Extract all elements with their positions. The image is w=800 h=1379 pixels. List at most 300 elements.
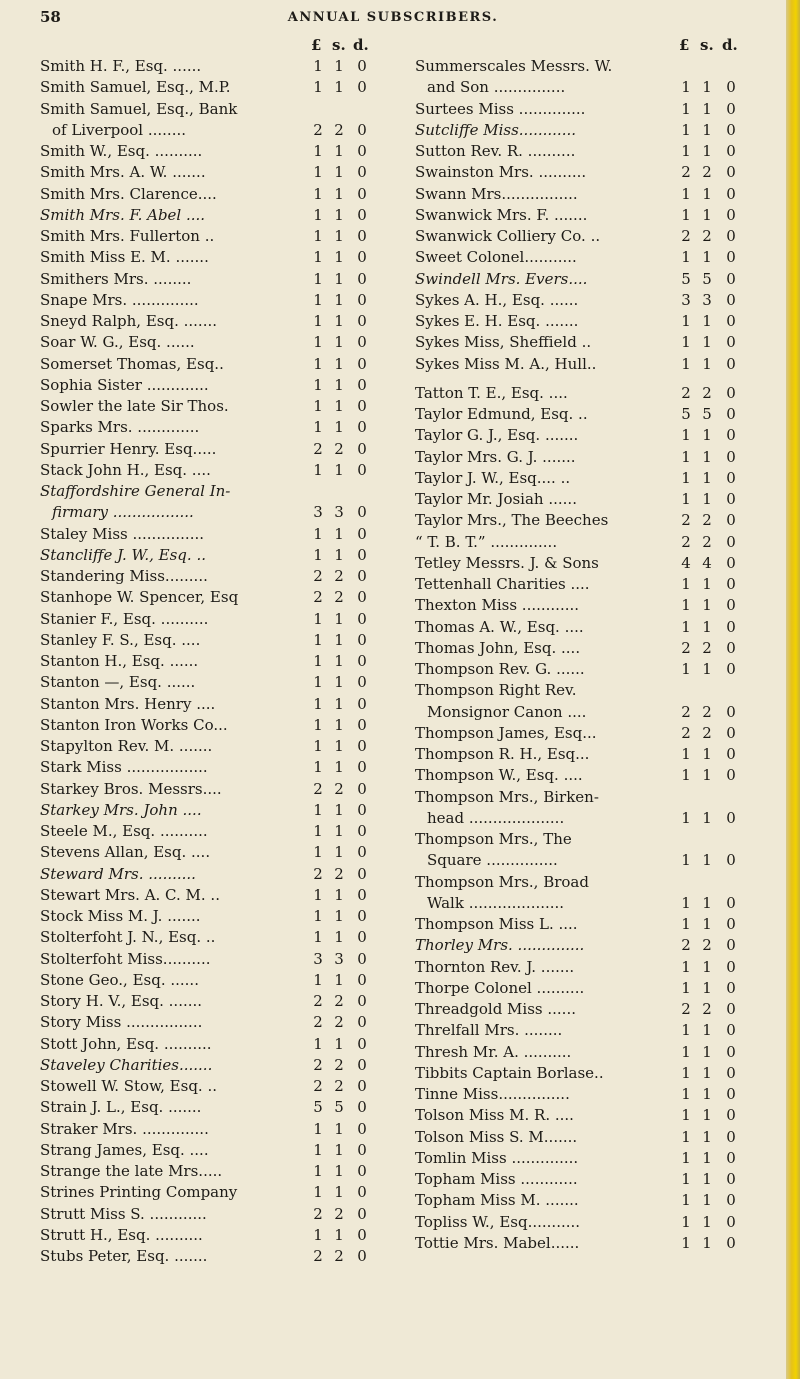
amount-pence: 0 — [726, 354, 736, 373]
amount-pence: 0 — [726, 1127, 736, 1146]
amount-pounds: 1 — [681, 766, 691, 785]
amount-shillings: 1 — [702, 915, 712, 933]
subscriber-entry — [40, 290, 405, 311]
subscriber-name: Stubs Peter, Esq. ....... — [40, 1247, 208, 1265]
subscriber-name: Tolson Miss M. R. .... — [415, 1106, 574, 1125]
amount-pounds: 1 — [681, 915, 691, 933]
subscriber-name: Taylor Mrs., The Beeches — [415, 511, 609, 530]
amount-pence: 0 — [357, 460, 367, 479]
subscriber-entry — [40, 736, 405, 757]
right-entry-list — [415, 56, 760, 1254]
subscriber-name: Smith W., Esq. .......... — [40, 142, 203, 160]
amount-pounds: 1 — [313, 822, 323, 840]
amount-pence: 0 — [357, 397, 367, 415]
subscriber-name: Summerscales Messrs. W. — [415, 57, 613, 75]
amount-shillings: 2 — [702, 383, 712, 402]
amount-pence: 0 — [726, 553, 736, 572]
subscriber-entry — [40, 651, 405, 672]
subscriber-name: Stanton —, Esq. ...... — [40, 673, 196, 692]
subscriber-entry — [415, 680, 760, 701]
amount-pounds: 1 — [681, 957, 691, 976]
subscriber-name: Thompson Mrs., Birken- — [415, 787, 599, 806]
amount-pounds: 1 — [681, 468, 691, 487]
amount-pence: 0 — [726, 893, 736, 912]
amount-pounds: 2 — [313, 588, 323, 607]
subscriber-entry — [415, 957, 760, 978]
amount-pounds: 1 — [313, 843, 323, 862]
amount-pounds: 1 — [313, 205, 323, 224]
amount-pence: 0 — [357, 928, 367, 947]
amount-pounds: 1 — [313, 163, 323, 182]
amount-shillings: 2 — [334, 864, 344, 883]
subscriber-entry — [415, 553, 760, 574]
amount-pounds: 3 — [681, 290, 691, 309]
subscriber-entry — [40, 1076, 405, 1097]
subscriber-entry — [415, 1105, 760, 1126]
amount-shillings: 1 — [334, 248, 344, 267]
subscriber-entry — [415, 162, 760, 183]
subscriber-entry — [415, 425, 760, 446]
subscriber-entry — [415, 702, 760, 723]
amount-pounds: 5 — [681, 269, 691, 288]
amount-pounds: 1 — [681, 1148, 691, 1167]
amount-pounds: 1 — [313, 1034, 323, 1053]
subscriber-entry — [415, 1190, 760, 1211]
subscriber-name: Soar W. G., Esq. ...... — [40, 333, 195, 352]
amount-pence: 0 — [726, 915, 736, 933]
amount-pounds: 1 — [681, 78, 691, 97]
amount-pence: 0 — [357, 1183, 367, 1202]
subscriber-name: Sutton Rev. R. .......... — [415, 142, 576, 160]
amount-shillings: 3 — [334, 503, 344, 522]
amount-pounds: 1 — [681, 1127, 691, 1146]
amount-shillings: 1 — [702, 893, 712, 912]
amount-shillings: 1 — [334, 269, 344, 288]
amount-shillings: 1 — [702, 1148, 712, 1167]
amount-shillings: 2 — [334, 992, 344, 1010]
subscriber-entry — [40, 502, 405, 523]
amount-pence: 0 — [726, 1000, 736, 1018]
subscriber-entry — [415, 1127, 760, 1148]
subscriber-entry — [40, 694, 405, 715]
subscriber-entry — [40, 757, 405, 778]
subscriber-name: Stanton Mrs. Henry .... — [40, 694, 216, 713]
subscriber-entry — [40, 1161, 405, 1182]
subscriber-entry — [415, 914, 760, 935]
amount-shillings: 1 — [702, 490, 712, 508]
subscriber-name: Tibbits Captain Borlase.. — [415, 1063, 604, 1082]
subscriber-name: Thompson Rev. G. ...... — [415, 660, 585, 678]
amount-pounds: 1 — [681, 808, 691, 827]
amount-pounds: 1 — [313, 397, 323, 415]
amount-shillings: 1 — [334, 354, 344, 373]
amount-pounds: 2 — [313, 992, 323, 1010]
subscriber-name: Thompson Miss L. .... — [415, 915, 578, 933]
amount-pounds: 1 — [681, 248, 691, 267]
subscriber-name: Strutt Miss S. ............ — [40, 1204, 207, 1223]
subscriber-name: of Liverpool ........ — [52, 120, 187, 139]
subscriber-entry — [40, 609, 405, 630]
amount-shillings: 1 — [702, 426, 712, 445]
amount-pounds: 1 — [313, 333, 323, 352]
subscriber-name: Square ............... — [427, 851, 558, 870]
subscriber-entry — [415, 999, 760, 1020]
amount-shillings: 1 — [702, 1085, 712, 1103]
subscriber-name: Stock Miss M. J. ....... — [40, 907, 201, 925]
running-head: ANNUAL SUBSCRIBERS. — [287, 10, 499, 25]
subscriber-name: Surtees Miss .............. — [415, 99, 586, 118]
amount-pounds: 1 — [681, 447, 691, 466]
amount-pence: 0 — [726, 142, 736, 160]
amount-pounds: 1 — [681, 1021, 691, 1040]
subscriber-entry — [415, 56, 760, 77]
amount-pence: 0 — [357, 142, 367, 160]
amount-pence: 0 — [726, 575, 736, 593]
subscriber-name: Story Miss ................ — [40, 1013, 203, 1032]
amount-pounds: 1 — [681, 1063, 691, 1082]
subscriber-entry — [40, 269, 405, 290]
subscriber-entry — [415, 404, 760, 425]
amount-shillings: 1 — [702, 142, 712, 160]
subscriber-entry — [40, 715, 405, 736]
subscriber-entry — [40, 885, 405, 906]
subscriber-entry — [40, 332, 405, 353]
amount-shillings: 2 — [702, 227, 712, 245]
subscriber-name: Thomas John, Esq. .... — [415, 638, 581, 657]
subscriber-entry — [415, 120, 760, 141]
amount-shillings: 1 — [334, 758, 344, 777]
subscriber-name: Tetley Messrs. J. & Sons — [415, 553, 599, 572]
amount-pounds: 1 — [681, 120, 691, 139]
amount-shillings: 2 — [334, 1077, 344, 1095]
pence-head: d. — [353, 36, 369, 54]
amount-pence: 0 — [357, 1098, 367, 1117]
amount-pounds: 2 — [313, 1013, 323, 1032]
amount-shillings: 1 — [334, 822, 344, 840]
amount-shillings: 1 — [702, 312, 712, 330]
subscriber-entry — [415, 595, 760, 616]
subscriber-name: Sykes Miss M. A., Hull.. — [415, 354, 597, 373]
amount-pence: 0 — [357, 673, 367, 692]
amount-shillings: 1 — [334, 652, 344, 670]
amount-pence: 0 — [357, 333, 367, 352]
amount-pence: 0 — [357, 503, 367, 522]
amount-pence: 0 — [726, 1042, 736, 1061]
subscriber-name: Smith Mrs. Fullerton .. — [40, 227, 215, 245]
subscriber-name: Strutt H., Esq. .......... — [40, 1225, 203, 1244]
subscriber-name: Thompson James, Esq... — [415, 723, 597, 742]
subscriber-entry — [40, 800, 405, 821]
subscriber-entry — [40, 927, 405, 948]
subscriber-name: Taylor Mrs. G. J. ....... — [415, 447, 576, 466]
amount-shillings: 2 — [334, 588, 344, 607]
subscriber-entry — [40, 354, 405, 375]
subscriber-name: and Son ............... — [427, 78, 566, 97]
amount-pounds: 1 — [313, 545, 323, 564]
amount-shillings: 1 — [702, 248, 712, 267]
amount-pence: 0 — [357, 907, 367, 925]
amount-pence: 0 — [357, 248, 367, 267]
amount-pounds: 1 — [313, 970, 323, 989]
amount-pounds: 2 — [681, 383, 691, 402]
subscriber-entry — [40, 1140, 405, 1161]
amount-pounds: 2 — [313, 120, 323, 139]
amount-shillings: 1 — [334, 227, 344, 245]
amount-pence: 0 — [357, 630, 367, 649]
amount-shillings: 2 — [702, 638, 712, 657]
subscriber-entry — [415, 574, 760, 595]
amount-pounds: 1 — [313, 57, 323, 75]
subscriber-name: Steward Mrs. .......... — [40, 864, 196, 883]
amount-pounds: 2 — [681, 532, 691, 551]
amount-shillings: 1 — [334, 715, 344, 734]
amount-pence: 0 — [357, 120, 367, 139]
amount-shillings: 1 — [702, 745, 712, 763]
subscriber-entry — [415, 1042, 760, 1063]
amount-pence: 0 — [357, 1140, 367, 1159]
amount-pounds: 1 — [313, 248, 323, 267]
amount-shillings: 1 — [334, 737, 344, 755]
subscriber-entry — [415, 765, 760, 786]
amount-pence: 0 — [726, 78, 736, 97]
subscriber-entry — [40, 99, 405, 120]
subscriber-entry — [40, 906, 405, 927]
amount-pounds: 1 — [681, 354, 691, 373]
amount-shillings: 1 — [334, 800, 344, 819]
amount-pence: 0 — [357, 375, 367, 394]
subscriber-name: Smith Samuel, Esq., M.P. — [40, 78, 231, 97]
subscriber-name: Swanwick Colliery Co. .. — [415, 227, 601, 245]
subscriber-name: Tatton T. E., Esq. .... — [415, 383, 568, 402]
subscriber-name: Stanley F. S., Esq. .... — [40, 630, 201, 649]
subscriber-entry — [40, 821, 405, 842]
subscriber-name: Stone Geo., Esq. ...... — [40, 970, 199, 989]
amount-shillings: 1 — [702, 617, 712, 636]
subscriber-name: Tottie Mrs. Mabel...... — [415, 1233, 580, 1252]
amount-pounds: 2 — [313, 439, 323, 458]
amount-shillings: 2 — [702, 163, 712, 182]
subscriber-entry — [415, 1020, 760, 1041]
subscriber-name: Stanier F., Esq. .......... — [40, 609, 209, 628]
subscriber-name: Stott John, Esq. .......... — [40, 1034, 212, 1053]
subscriber-entry — [415, 829, 760, 850]
subscriber-entry — [415, 489, 760, 510]
amount-pence: 0 — [357, 205, 367, 224]
subscriber-name: Smith Miss E. M. ....... — [40, 248, 209, 267]
amount-pence: 0 — [357, 78, 367, 97]
amount-pounds: 1 — [313, 694, 323, 713]
subscriber-entry — [415, 1233, 760, 1254]
amount-shillings: 1 — [334, 928, 344, 947]
subscriber-entry — [40, 970, 405, 991]
subscriber-entry — [415, 77, 760, 98]
amount-pence: 0 — [357, 1204, 367, 1223]
amount-pounds: 1 — [313, 418, 323, 437]
subscriber-name: Thompson Mrs., Broad — [415, 872, 589, 891]
amount-pounds: 5 — [681, 405, 691, 423]
amount-shillings: 1 — [334, 1140, 344, 1159]
amount-shillings: 1 — [702, 1063, 712, 1082]
subscriber-entry — [415, 872, 760, 893]
subscriber-name: Stewart Mrs. A. C. M. .. — [40, 885, 220, 904]
amount-pence: 0 — [357, 970, 367, 989]
subscriber-entry — [415, 617, 760, 638]
subscriber-entry — [40, 864, 405, 885]
subscriber-entry — [40, 311, 405, 332]
left-entry-list — [40, 56, 405, 1267]
amount-pounds: 1 — [681, 1085, 691, 1103]
subscriber-entry — [40, 1225, 405, 1246]
amount-pounds: 1 — [681, 575, 691, 593]
amount-pounds: 2 — [313, 1055, 323, 1074]
amount-pence: 0 — [726, 490, 736, 508]
amount-shillings: 2 — [334, 1013, 344, 1032]
amount-pounds: 1 — [681, 745, 691, 763]
subscriber-entry — [40, 120, 405, 141]
subscriber-entry — [40, 949, 405, 970]
amount-shillings: 2 — [702, 723, 712, 742]
amount-shillings: 1 — [334, 1183, 344, 1202]
subscriber-entry — [415, 659, 760, 680]
amount-pence: 0 — [726, 617, 736, 636]
section-gap — [415, 375, 760, 383]
amount-shillings: 1 — [334, 78, 344, 97]
amount-shillings: 3 — [334, 949, 344, 968]
amount-shillings: 1 — [334, 163, 344, 182]
subscriber-entry — [415, 269, 760, 290]
amount-pounds: 1 — [313, 1162, 323, 1180]
subscriber-entry — [415, 468, 760, 489]
subscriber-entry — [40, 77, 405, 98]
amount-pounds: 1 — [681, 1042, 691, 1061]
subscriber-name: Thompson R. H., Esq... — [415, 745, 590, 763]
amount-pence: 0 — [357, 652, 367, 670]
amount-pounds: 1 — [313, 312, 323, 330]
amount-pence: 0 — [357, 1119, 367, 1138]
subscriber-name: Thornton Rev. J. ....... — [415, 957, 575, 976]
amount-pence: 0 — [726, 745, 736, 763]
amount-pounds: 1 — [681, 596, 691, 615]
amount-pence: 0 — [726, 426, 736, 445]
amount-shillings: 1 — [334, 312, 344, 330]
amount-pence: 0 — [726, 120, 736, 139]
amount-shillings: 2 — [334, 439, 344, 458]
amount-pence: 0 — [357, 1247, 367, 1265]
amount-shillings: 1 — [334, 907, 344, 925]
subscriber-entry — [415, 1084, 760, 1105]
amount-pence: 0 — [726, 333, 736, 352]
amount-pounds: 1 — [313, 290, 323, 309]
amount-pounds: 1 — [681, 333, 691, 352]
amount-pounds: 1 — [313, 673, 323, 692]
amount-pence: 0 — [357, 545, 367, 564]
subscriber-name: Stevens Allan, Esq. .... — [40, 843, 211, 862]
amount-shillings: 1 — [702, 468, 712, 487]
subscriber-entry — [415, 1148, 760, 1169]
amount-shillings: 2 — [334, 567, 344, 585]
amount-pounds: 1 — [313, 269, 323, 288]
amount-pence: 0 — [357, 992, 367, 1010]
subscriber-name: Stanton H., Esq. ...... — [40, 652, 199, 670]
subscriber-entry — [40, 226, 405, 247]
amount-pounds: 1 — [681, 978, 691, 997]
amount-shillings: 1 — [334, 1225, 344, 1244]
amount-pence: 0 — [357, 227, 367, 245]
subscriber-entry — [415, 978, 760, 999]
subscriber-name: Sykes A. H., Esq. ...... — [415, 290, 579, 309]
amount-pounds: 1 — [313, 227, 323, 245]
amount-pence: 0 — [357, 354, 367, 373]
amount-pence: 0 — [357, 800, 367, 819]
amount-pence: 0 — [726, 269, 736, 288]
subscriber-name: “ T. B. T.” .............. — [415, 532, 558, 551]
subscriber-name: Thresh Mr. A. .......... — [415, 1042, 572, 1061]
subscriber-entry — [415, 184, 760, 205]
subscriber-name: Snape Mrs. .............. — [40, 290, 199, 309]
pounds-head: £ — [311, 36, 322, 54]
subscriber-name: Sutcliffe Miss............ — [415, 120, 577, 139]
subscriber-entry — [40, 1119, 405, 1140]
amount-pence: 0 — [357, 588, 367, 607]
amount-pence: 0 — [726, 227, 736, 245]
amount-pence: 0 — [357, 418, 367, 437]
amount-pence: 0 — [726, 638, 736, 657]
subscriber-entry — [415, 1212, 760, 1233]
subscriber-name: Stancliffe J. W., Esq. .. — [40, 545, 206, 564]
amount-shillings: 1 — [702, 766, 712, 785]
subscriber-name: Story H. V., Esq. ....... — [40, 992, 203, 1010]
right-column — [415, 34, 760, 1254]
amount-pence: 0 — [357, 737, 367, 755]
amount-shillings: 1 — [334, 1034, 344, 1053]
amount-shillings: 1 — [702, 333, 712, 352]
amount-pence: 0 — [726, 1191, 736, 1210]
subscriber-name: Stack John H., Esq. .... — [40, 460, 211, 479]
amount-shillings: 1 — [334, 694, 344, 713]
amount-shillings: 1 — [702, 354, 712, 373]
amount-shillings: 1 — [702, 1021, 712, 1040]
amount-pounds: 1 — [313, 524, 323, 543]
amount-shillings: 1 — [702, 99, 712, 118]
pence-head: d. — [722, 36, 738, 54]
amount-pounds: 2 — [681, 936, 691, 955]
amount-pence: 0 — [726, 532, 736, 551]
subscriber-name: Swann Mrs................ — [415, 184, 578, 203]
subscriber-entry — [415, 935, 760, 956]
amount-pounds: 5 — [313, 1098, 323, 1117]
amount-pence: 0 — [357, 609, 367, 628]
amount-shillings: 1 — [702, 447, 712, 466]
amount-pence: 0 — [726, 99, 736, 118]
amount-shillings: 1 — [702, 120, 712, 139]
amount-pence: 0 — [357, 269, 367, 288]
amount-pounds: 1 — [681, 851, 691, 870]
subscriber-name: Smith Mrs. A. W. ....... — [40, 163, 206, 182]
subscriber-name: Starkey Bros. Messrs.... — [40, 779, 222, 798]
amount-pounds: 1 — [313, 800, 323, 819]
subscriber-name: Stark Miss ................. — [40, 758, 208, 777]
amount-shillings: 1 — [702, 575, 712, 593]
amount-pounds: 2 — [681, 163, 691, 182]
amount-pounds: 2 — [681, 511, 691, 530]
amount-shillings: 1 — [334, 1119, 344, 1138]
amount-pounds: 2 — [681, 638, 691, 657]
subscriber-name: Sweet Colonel........... — [415, 248, 577, 267]
subscriber-name: Stowell W. Stow, Esq. .. — [40, 1077, 217, 1095]
subscriber-entry — [415, 532, 760, 553]
right-column-currency-head — [415, 34, 760, 56]
subscriber-entry — [40, 524, 405, 545]
